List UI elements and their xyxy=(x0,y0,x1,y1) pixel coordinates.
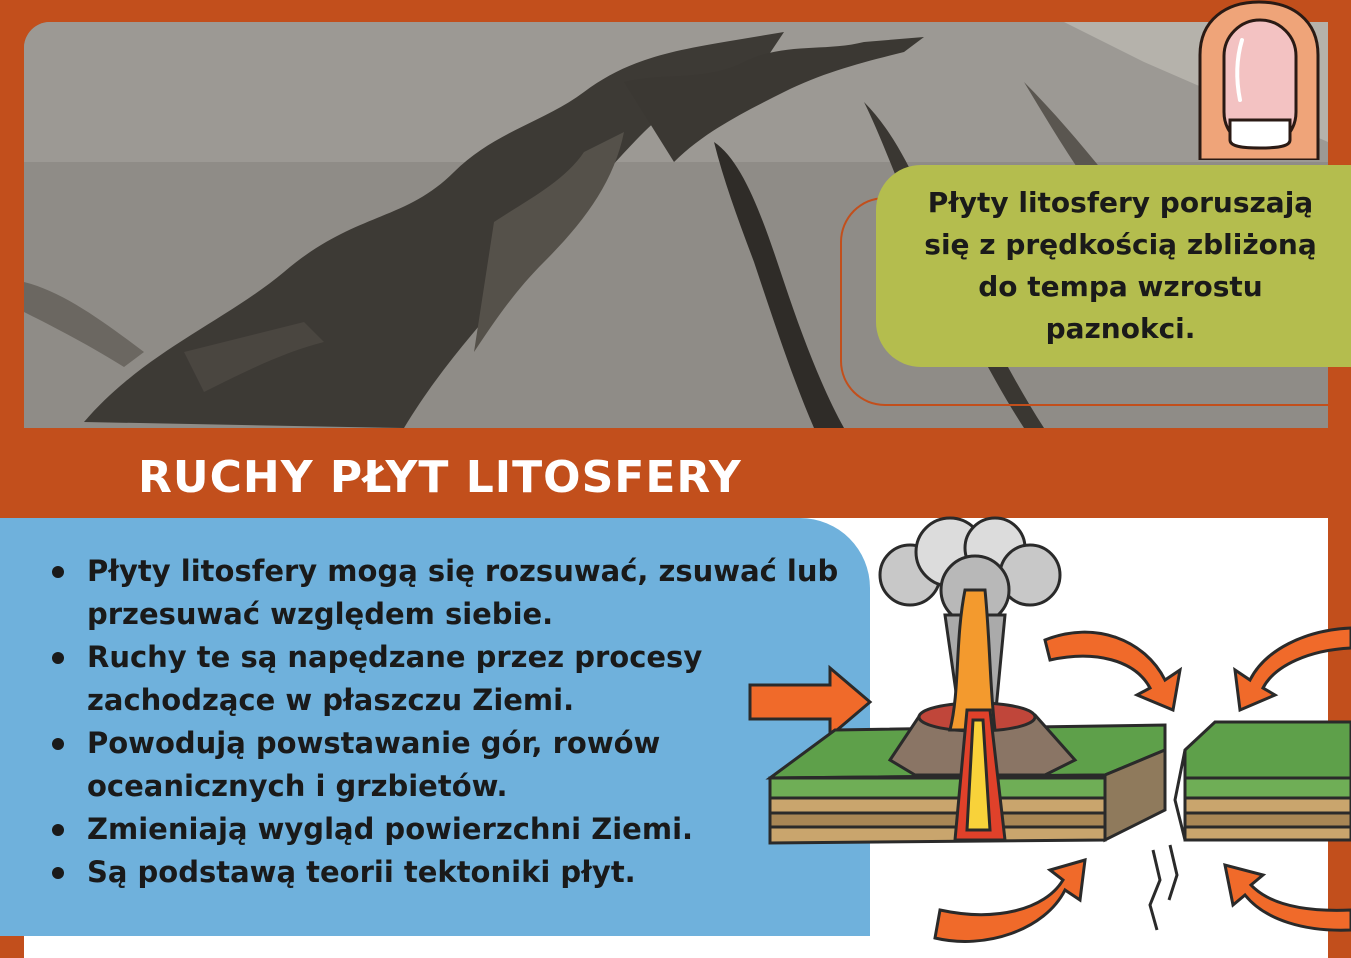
bullet-item: Ruchy te są napędzane przez procesy zachodzące w płaszczu Ziemi. xyxy=(50,636,850,722)
arrow-icon xyxy=(1225,865,1351,930)
arrow-icon xyxy=(1235,628,1351,710)
arrow-icon xyxy=(750,668,870,736)
arrow-icon xyxy=(1045,632,1180,710)
fact-text: Płyty litosfery poruszają się z prędkością zbliżoną do tempa wzrostu paznokci. xyxy=(924,186,1317,345)
volcano-plates-illustration xyxy=(745,510,1351,958)
bullet-item: Zmieniają wygląd powierzchni Ziemi. xyxy=(50,808,850,851)
arrow-icon xyxy=(935,860,1085,941)
bullet-list xyxy=(50,550,850,894)
fact-box xyxy=(876,165,1351,367)
fingernail-icon xyxy=(1186,0,1332,160)
bullet-item: Płyty litosfery mogą się rozsuwać, zsuwać lub przesuwać względem siebie. xyxy=(50,550,850,636)
page-title: RUCHY PŁYT LITOSFERY xyxy=(138,452,742,503)
bullet-item: Powodują powstawanie gór, rowów oceanicznych i grzbietów. xyxy=(50,722,850,808)
bullet-item: Są podstawą teorii tektoniki płyt. xyxy=(50,851,850,894)
right-plate-block xyxy=(1175,722,1351,840)
